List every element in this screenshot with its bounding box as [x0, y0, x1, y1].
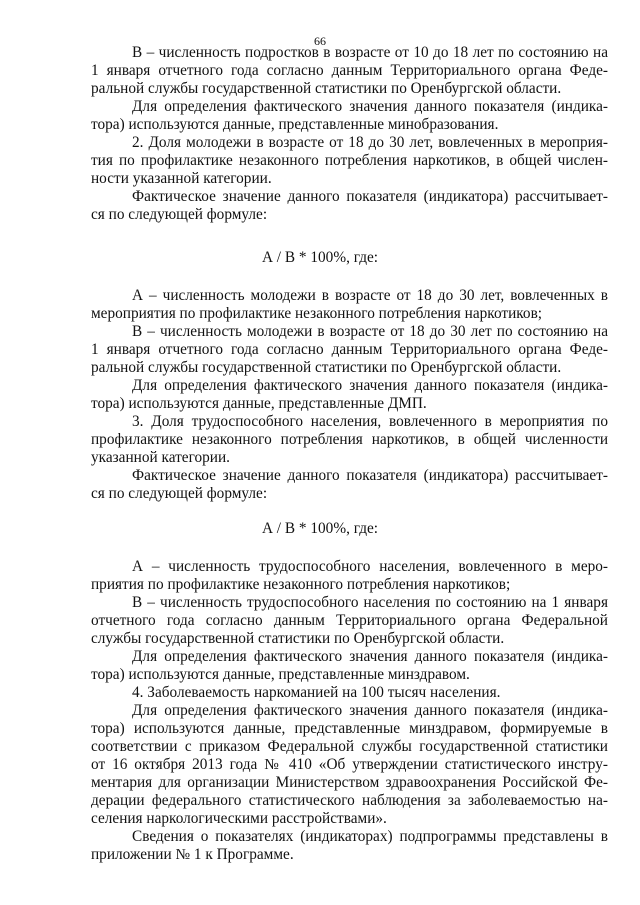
- text-line: Фактическое значение данного показателя (индикатора) рассчитывает-: [132, 188, 608, 205]
- text-line: 1 января отчетного года согласно данным Территориального органа Феде-: [91, 341, 608, 358]
- text-line: от 16 октября 2013 года № 410 «Об утверждении статистического инстру-: [91, 756, 608, 773]
- text-line: селения наркологическими расстройствами».: [91, 810, 387, 827]
- formula: А / В * 100%, где:: [261, 520, 379, 537]
- text-line: В – численность молодежи в возрасте от 18 до 30 лет по состоянию на: [132, 323, 608, 340]
- text-line: ментария для организации Министерством здравоохранения Российской Фе-: [91, 774, 608, 791]
- text-line: ся по следующей формуле:: [91, 485, 268, 502]
- text-line: приятия по профилактике незаконного потребления наркотиков;: [91, 576, 511, 593]
- text-line: указанной категории.: [91, 449, 230, 466]
- text-line: тия по профилактике незаконного потребления наркотиков, в общей числен-: [91, 152, 608, 169]
- text-line: ся по следующей формуле:: [91, 206, 268, 223]
- text-line: тора) используются данные, представленные ДМП.: [91, 395, 427, 412]
- text-line: тора) используются данные, представленные минздравом, формируемые в: [91, 720, 608, 737]
- text-line: профилактике незаконного потребления наркотиков, в общей численности: [91, 431, 608, 448]
- text-line: службы государственной статистики по Оренбургской области.: [91, 630, 505, 647]
- text-line: тора) используются данные, представленные минздравом.: [91, 666, 470, 683]
- text-line: ности указанной категории.: [91, 170, 272, 187]
- text-line: ральной службы государственной статистики по Оренбургской области.: [91, 80, 562, 97]
- text-line: Для определения фактического значения данного показателя (индика-: [132, 702, 608, 719]
- text-line: отчетного года согласно данным Территориального органа Федеральной: [91, 612, 608, 629]
- text-line: А – численность трудоспособного населения, вовлеченного в меро-: [132, 558, 608, 575]
- text-line: Сведения о показателях (индикаторах) подпрограммы представлены в: [132, 828, 608, 845]
- text-line: Для определения фактического значения данного показателя (индика-: [132, 377, 608, 394]
- formula: А / В * 100%, где:: [261, 249, 379, 266]
- text-line: В – численность трудоспособного населения по состоянию на 1 января: [132, 594, 608, 611]
- text-line: Для определения фактического значения данного показателя (индика-: [132, 648, 608, 665]
- page-number: 66: [314, 34, 326, 48]
- text-line: 4. Заболеваемость наркоманией на 100 тысяч населения.: [132, 684, 501, 701]
- text-line: тора) используются данные, представленные минобразования.: [91, 116, 499, 133]
- text-line: В – численность подростков в возрасте от 10 до 18 лет по состоянию на: [132, 44, 608, 61]
- text-line: дерации федерального статистического наблюдения за заболеваемостью на-: [91, 792, 608, 809]
- text-line: Для определения фактического значения данного показателя (индика-: [132, 98, 608, 115]
- text-line: А – численность молодежи в возрасте от 18 до 30 лет, вовлеченных в: [132, 287, 608, 304]
- text-line: 2. Доля молодежи в возрасте от 18 до 30 лет, вовлеченных в мероприя-: [132, 134, 608, 151]
- text-line: ральной службы государственной статистики по Оренбургской области.: [91, 359, 562, 376]
- text-line: Фактическое значение данного показателя (индикатора) рассчитывает-: [132, 467, 608, 484]
- text-line: 1 января отчетного года согласно данным Территориального органа Феде-: [91, 62, 608, 79]
- text-line: соответствии с приказом Федеральной службы государственной статистики: [91, 738, 608, 755]
- text-line: мероприятия по профилактике незаконного потребления наркотиков;: [91, 305, 543, 322]
- text-line: приложении № 1 к Программе.: [91, 846, 294, 863]
- text-line: 3. Доля трудоспособного населения, вовлеченного в мероприятия по: [132, 413, 608, 430]
